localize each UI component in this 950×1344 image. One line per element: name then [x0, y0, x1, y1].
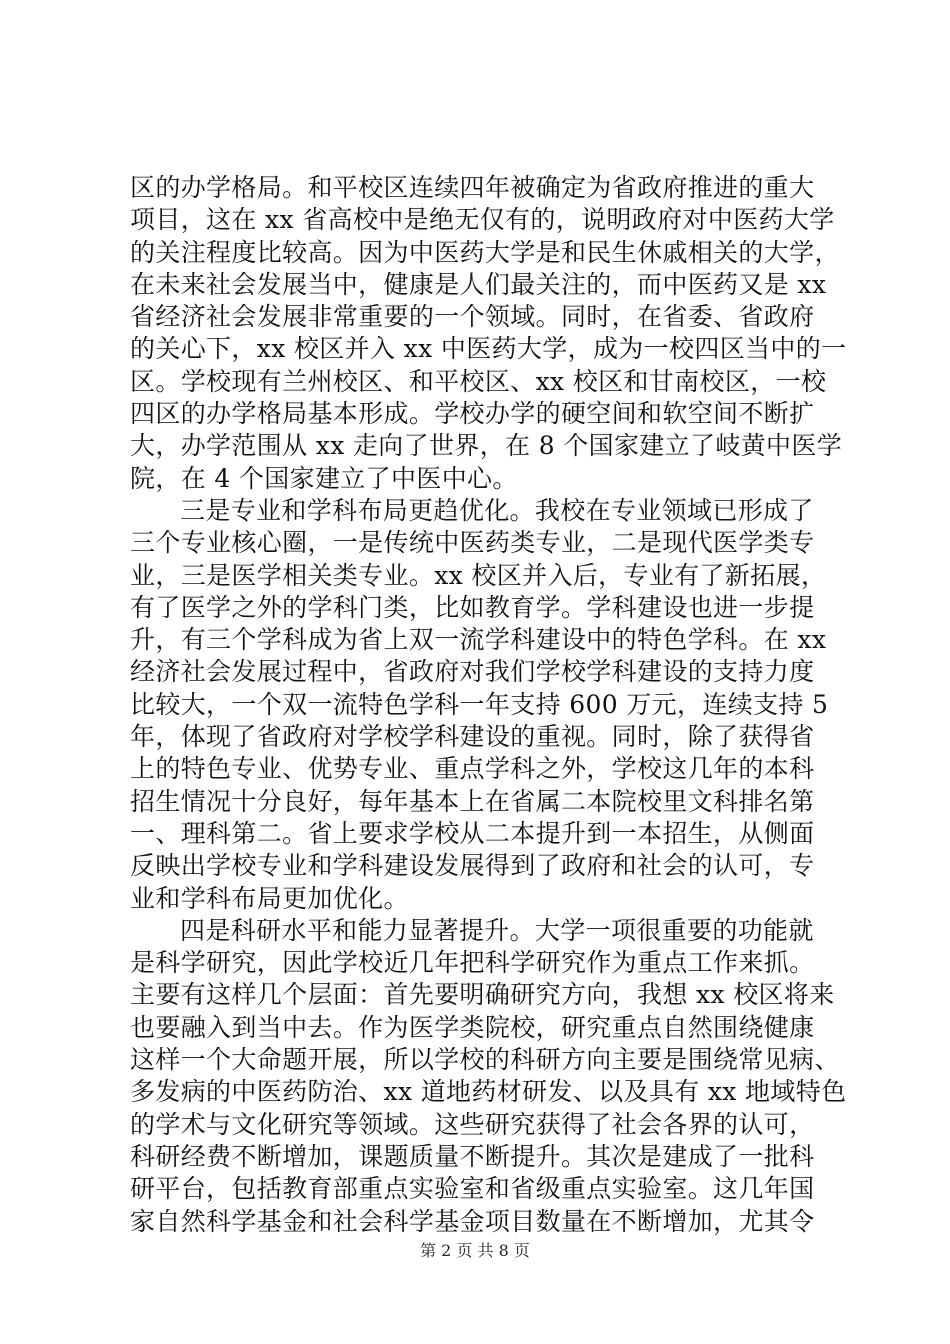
text-line: 三个专业核心圈，一是传统中医药类专业，二是现代医学类专 — [130, 528, 815, 558]
text-line: 研平台，包括教育部重点实验室和省级重点实验室。这几年国 — [130, 1174, 815, 1204]
text-line: 科研经费不断增加，课题质量不断提升。其次是建成了一批科 — [130, 1141, 815, 1171]
text-line: 升，有三个学科成为省上双一流学科建设中的特色学科。在 xx — [130, 625, 827, 655]
text-line: 上的特色专业、优势专业、重点学科之外，学校这几年的本科 — [130, 754, 815, 784]
text-line: 业，三是医学相关类专业。xx 校区并入后，专业有了新拓展， — [130, 560, 827, 590]
text-line: 多发病的中医药防治、xx 道地药材研发、以及具有 xx 地域特色 — [130, 1077, 847, 1107]
text-line: 年，体现了省政府对学校学科建设的重视。同时，除了获得省 — [130, 722, 815, 752]
text-line: 区。学校现有兰州校区、和平校区、xx 校区和甘南校区，一校 — [130, 366, 827, 396]
text-line: 项目，这在 xx 省高校中是绝无仅有的，说明政府对中医药大学 — [130, 205, 835, 235]
text-line: 反映出学校专业和学科建设发展得到了政府和社会的认可，专 — [130, 851, 815, 881]
text-line: 主要有这样几个层面：首先要明确研究方向，我想 xx 校区将来 — [130, 980, 835, 1010]
text-line: 三是专业和学科布局更趋优化。我校在专业领域已形成了 — [180, 495, 814, 525]
text-line: 四是科研水平和能力显著提升。大学一项很重要的功能就 — [180, 915, 814, 945]
text-line: 这样一个大命题开展，所以学校的科研方向主要是围绕常见病、 — [130, 1045, 840, 1075]
text-line: 业和学科布局更加优化。 — [130, 883, 409, 913]
text-line: 大，办学范围从 xx 走向了世界，在 8 个国家建立了岐黄中医学 — [130, 431, 843, 461]
text-line: 在未来社会发展当中，健康是人们最关注的，而中医药又是 xx — [130, 269, 827, 299]
text-line: 是科学研究，因此学校近几年把科学研究作为重点工作来抓。 — [130, 948, 815, 978]
text-line: 省经济社会发展非常重要的一个领域。同时，在省委、省政府 — [130, 302, 815, 332]
page-footer: 第 2 页 共 8 页 — [420, 1241, 530, 1260]
text-line: 家自然科学基金和社会科学基金项目数量在不断增加，尤其令 — [130, 1206, 815, 1236]
text-line: 经济社会发展过程中，省政府对我们学校学科建设的支持力度 — [130, 657, 815, 687]
text-line: 院，在 4 个国家建立了中医中心。 — [130, 463, 518, 493]
text-line: 一、理科第二。省上要求学校从二本提升到一本招生，从侧面 — [130, 818, 815, 848]
text-line: 的学术与文化研究等领域。这些研究获得了社会各界的认可， — [130, 1109, 815, 1139]
text-line: 比较大，一个双一流特色学科一年支持 600 万元，连续支持 5 — [130, 689, 829, 719]
text-line: 也要融入到当中去。作为医学类院校，研究重点自然围绕健康 — [130, 1012, 815, 1042]
text-line: 区的办学格局。和平校区连续四年被确定为省政府推进的重大 — [130, 173, 815, 202]
text-line: 的关注程度比较高。因为中医药大学是和民生休戚相关的大学， — [130, 237, 840, 267]
text-line: 四区的办学格局基本形成。学校办学的硬空间和软空间不断扩 — [130, 399, 815, 429]
document-body — [130, 172, 847, 1238]
text-line: 的关心下，xx 校区并入 xx 中医药大学，成为一校四区当中的一 — [130, 334, 847, 364]
text-line: 有了医学之外的学科门类，比如教育学。学科建设也进一步提 — [130, 592, 815, 622]
text-line: 招生情况十分良好，每年基本上在省属二本院校里文科排名第 — [130, 786, 815, 816]
